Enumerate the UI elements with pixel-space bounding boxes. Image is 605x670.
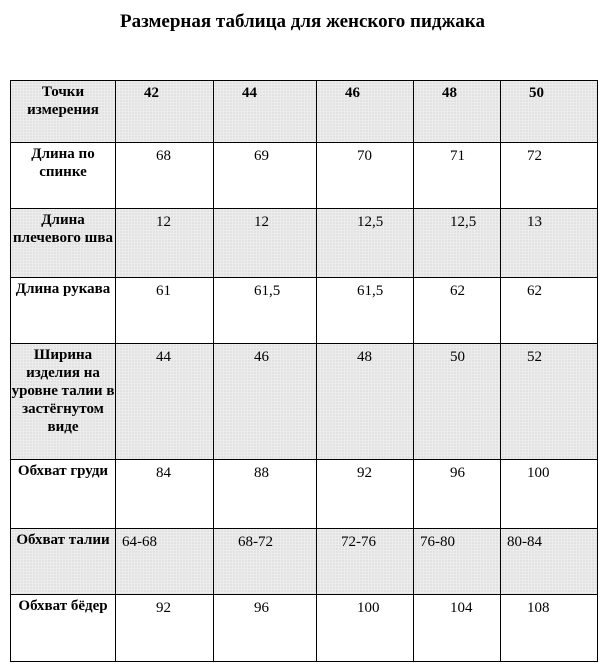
size-table (10, 80, 598, 662)
table-cell: 68-72 (214, 529, 317, 595)
table-cell: 12,5 (317, 209, 414, 278)
table-cell: 76-80 (414, 529, 501, 595)
header-size-cell: 44 (214, 81, 317, 143)
table-cell: 64-68 (116, 529, 214, 595)
table-cell: 92 (317, 460, 414, 529)
header-label-cell: Точки измерения (11, 81, 116, 143)
table-cell: 71 (414, 143, 501, 209)
table-row (11, 529, 598, 595)
row-label: Обхват талии (11, 529, 116, 595)
table-cell: 61,5 (214, 278, 317, 344)
table-cell: 44 (116, 344, 214, 460)
table-cell: 84 (116, 460, 214, 529)
header-size-cell: 42 (116, 81, 214, 143)
row-label: Длина плечевого шва (11, 209, 116, 278)
table-cell: 13 (501, 209, 598, 278)
table-cell: 50 (414, 344, 501, 460)
table-row (11, 143, 598, 209)
table-cell: 88 (214, 460, 317, 529)
table-cell: 72 (501, 143, 598, 209)
row-label: Ширина изделия на уровне талии в застёгнутом виде (11, 344, 116, 460)
table-cell: 12,5 (414, 209, 501, 278)
table-cell: 61,5 (317, 278, 414, 344)
table-cell: 62 (501, 278, 598, 344)
row-label: Обхват груди (11, 460, 116, 529)
table-cell: 52 (501, 344, 598, 460)
table-cell: 12 (116, 209, 214, 278)
table-cell: 61 (116, 278, 214, 344)
table-row (11, 595, 598, 662)
page-title: Размерная таблица для женского пиджака (120, 11, 485, 32)
table-cell: 108 (501, 595, 598, 662)
row-label: Обхват бёдер (11, 595, 116, 662)
table-row (11, 344, 598, 460)
table-cell: 96 (214, 595, 317, 662)
table-cell: 72-76 (317, 529, 414, 595)
table-header-row (11, 81, 598, 143)
row-label: Длина по спинке (11, 143, 116, 209)
table-cell: 100 (317, 595, 414, 662)
header-size-cell: 48 (414, 81, 501, 143)
table-cell: 69 (214, 143, 317, 209)
table-cell: 104 (414, 595, 501, 662)
table-row (11, 460, 598, 529)
header-size-cell: 46 (317, 81, 414, 143)
table-row (11, 278, 598, 344)
row-label: Длина рукава (11, 278, 116, 344)
table-cell: 68 (116, 143, 214, 209)
table-cell: 46 (214, 344, 317, 460)
table-cell: 100 (501, 460, 598, 529)
table-cell: 70 (317, 143, 414, 209)
table-cell: 92 (116, 595, 214, 662)
header-size-cell: 50 (501, 81, 598, 143)
table-row (11, 209, 598, 278)
table-cell: 96 (414, 460, 501, 529)
table-cell: 62 (414, 278, 501, 344)
table-cell: 12 (214, 209, 317, 278)
table-cell: 48 (317, 344, 414, 460)
table-cell: 80-84 (501, 529, 598, 595)
